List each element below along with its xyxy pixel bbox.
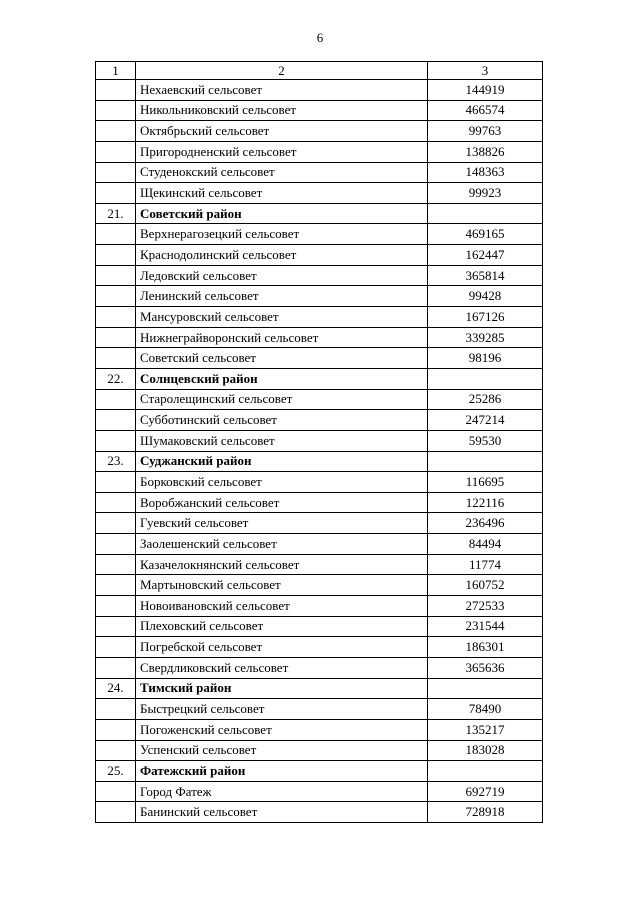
allocation-value: 231544 bbox=[428, 616, 543, 637]
allocation-value bbox=[428, 761, 543, 782]
allocation-value: 365814 bbox=[428, 265, 543, 286]
settlement-name: Щекинский сельсовет bbox=[136, 183, 428, 204]
settlement-name: Нижнеграйворонский сельсовет bbox=[136, 327, 428, 348]
allocation-value: 160752 bbox=[428, 575, 543, 596]
table-row bbox=[96, 719, 543, 740]
row-number bbox=[96, 492, 136, 513]
settlement-name: Ленинский сельсовет bbox=[136, 286, 428, 307]
allocation-value: 466574 bbox=[428, 100, 543, 121]
row-number bbox=[96, 389, 136, 410]
row-number bbox=[96, 245, 136, 266]
allocation-value: 186301 bbox=[428, 637, 543, 658]
settlement-name: Погоженский сельсовет bbox=[136, 719, 428, 740]
table-row bbox=[96, 657, 543, 678]
table-row bbox=[96, 348, 543, 369]
allocation-value: 162447 bbox=[428, 245, 543, 266]
table-row bbox=[96, 286, 543, 307]
row-number bbox=[96, 781, 136, 802]
allocation-table bbox=[95, 61, 543, 823]
table-row bbox=[96, 162, 543, 183]
settlement-name: Нехаевский сельсовет bbox=[136, 80, 428, 101]
settlement-name: Новоивановский сельсовет bbox=[136, 596, 428, 617]
district-row bbox=[96, 761, 543, 782]
district-row bbox=[96, 368, 543, 389]
allocation-value: 167126 bbox=[428, 307, 543, 328]
allocation-value: 25286 bbox=[428, 389, 543, 410]
row-number bbox=[96, 637, 136, 658]
district-row bbox=[96, 678, 543, 699]
table-row bbox=[96, 740, 543, 761]
settlement-name: Студенокский сельсовет bbox=[136, 162, 428, 183]
row-number bbox=[96, 121, 136, 142]
table-row bbox=[96, 781, 543, 802]
settlement-name: Погребской сельсовет bbox=[136, 637, 428, 658]
table-row bbox=[96, 100, 543, 121]
row-number bbox=[96, 699, 136, 720]
allocation-value: 183028 bbox=[428, 740, 543, 761]
settlement-name: Город Фатеж bbox=[136, 781, 428, 802]
settlement-name: Банинский сельсовет bbox=[136, 802, 428, 823]
settlement-name: Субботинский сельсовет bbox=[136, 410, 428, 431]
row-number bbox=[96, 534, 136, 555]
row-number bbox=[96, 307, 136, 328]
table-row bbox=[96, 637, 543, 658]
settlement-name: Мансуровский сельсовет bbox=[136, 307, 428, 328]
allocation-value bbox=[428, 678, 543, 699]
row-number bbox=[96, 616, 136, 637]
allocation-value: 365636 bbox=[428, 657, 543, 678]
row-number: 22. bbox=[96, 368, 136, 389]
allocation-value: 247214 bbox=[428, 410, 543, 431]
table-row bbox=[96, 554, 543, 575]
settlement-name: Пригородненский сельсовет bbox=[136, 141, 428, 162]
row-number: 24. bbox=[96, 678, 136, 699]
row-number bbox=[96, 327, 136, 348]
settlement-name: Ледовский сельсовет bbox=[136, 265, 428, 286]
allocation-value: 116695 bbox=[428, 472, 543, 493]
row-number bbox=[96, 265, 136, 286]
allocation-value: 78490 bbox=[428, 699, 543, 720]
table-row bbox=[96, 430, 543, 451]
table-row bbox=[96, 492, 543, 513]
row-number bbox=[96, 719, 136, 740]
row-number bbox=[96, 575, 136, 596]
row-number bbox=[96, 513, 136, 534]
settlement-name: Борковский сельсовет bbox=[136, 472, 428, 493]
settlement-name: Воробжанский сельсовет bbox=[136, 492, 428, 513]
table-row bbox=[96, 327, 543, 348]
table-row bbox=[96, 183, 543, 204]
district-row bbox=[96, 203, 543, 224]
allocation-value: 59530 bbox=[428, 430, 543, 451]
district-name: Фатежский район bbox=[136, 761, 428, 782]
table-row bbox=[96, 596, 543, 617]
table-header-row bbox=[96, 62, 543, 80]
settlement-name: Никольниковский сельсовет bbox=[136, 100, 428, 121]
settlement-name: Плеховский сельсовет bbox=[136, 616, 428, 637]
row-number bbox=[96, 657, 136, 678]
settlement-name: Свердликовский сельсовет bbox=[136, 657, 428, 678]
allocation-value: 148363 bbox=[428, 162, 543, 183]
settlement-name: Мартыновский сельсовет bbox=[136, 575, 428, 596]
allocation-value bbox=[428, 203, 543, 224]
row-number bbox=[96, 286, 136, 307]
district-name: Советский район bbox=[136, 203, 428, 224]
allocation-value: 99428 bbox=[428, 286, 543, 307]
settlement-name: Быстрецкий сельсовет bbox=[136, 699, 428, 720]
table-row bbox=[96, 699, 543, 720]
row-number: 21. bbox=[96, 203, 136, 224]
row-number bbox=[96, 224, 136, 245]
allocation-value bbox=[428, 368, 543, 389]
row-number bbox=[96, 554, 136, 575]
row-number: 23. bbox=[96, 451, 136, 472]
allocation-value: 272533 bbox=[428, 596, 543, 617]
settlement-name: Октябрьский сельсовет bbox=[136, 121, 428, 142]
row-number bbox=[96, 802, 136, 823]
table-row bbox=[96, 802, 543, 823]
table-row bbox=[96, 245, 543, 266]
settlement-name: Казачелокнянский сельсовет bbox=[136, 554, 428, 575]
district-name: Тимский район bbox=[136, 678, 428, 699]
allocation-value: 692719 bbox=[428, 781, 543, 802]
district-name: Солнцевский район bbox=[136, 368, 428, 389]
header-col-name: 2 bbox=[136, 62, 428, 80]
allocation-value: 99923 bbox=[428, 183, 543, 204]
table-row bbox=[96, 410, 543, 431]
table-row bbox=[96, 575, 543, 596]
row-number bbox=[96, 596, 136, 617]
row-number bbox=[96, 410, 136, 431]
settlement-name: Шумаковский сельсовет bbox=[136, 430, 428, 451]
allocation-value: 99763 bbox=[428, 121, 543, 142]
row-number: 25. bbox=[96, 761, 136, 782]
table-row bbox=[96, 80, 543, 101]
row-number bbox=[96, 472, 136, 493]
allocation-value: 135217 bbox=[428, 719, 543, 740]
table-row bbox=[96, 616, 543, 637]
allocation-value: 84494 bbox=[428, 534, 543, 555]
table-row bbox=[96, 307, 543, 328]
table-row bbox=[96, 534, 543, 555]
allocation-value: 138826 bbox=[428, 141, 543, 162]
table-row bbox=[96, 141, 543, 162]
allocation-value: 122116 bbox=[428, 492, 543, 513]
row-number bbox=[96, 100, 136, 121]
settlement-name: Советский сельсовет bbox=[136, 348, 428, 369]
settlement-name: Заолешенский сельсовет bbox=[136, 534, 428, 555]
allocation-value: 339285 bbox=[428, 327, 543, 348]
allocation-value: 236496 bbox=[428, 513, 543, 534]
district-row bbox=[96, 451, 543, 472]
row-number bbox=[96, 141, 136, 162]
page-number: 6 bbox=[316, 30, 324, 45]
row-number bbox=[96, 183, 136, 204]
table-row bbox=[96, 265, 543, 286]
table-row bbox=[96, 472, 543, 493]
row-number bbox=[96, 80, 136, 101]
allocation-value: 11774 bbox=[428, 554, 543, 575]
table-row bbox=[96, 389, 543, 410]
allocation-value bbox=[428, 451, 543, 472]
table-row bbox=[96, 224, 543, 245]
settlement-name: Верхнерагозецкий сельсовет bbox=[136, 224, 428, 245]
table-row bbox=[96, 121, 543, 142]
header-col-value: 3 bbox=[428, 62, 543, 80]
settlement-name: Успенский сельсовет bbox=[136, 740, 428, 761]
row-number bbox=[96, 162, 136, 183]
table-row bbox=[96, 513, 543, 534]
row-number bbox=[96, 430, 136, 451]
allocation-value: 469165 bbox=[428, 224, 543, 245]
district-name: Суджанский район bbox=[136, 451, 428, 472]
header-col-number: 1 bbox=[96, 62, 136, 80]
settlement-name: Старолещинский сельсовет bbox=[136, 389, 428, 410]
row-number bbox=[96, 740, 136, 761]
allocation-value: 98196 bbox=[428, 348, 543, 369]
allocation-value: 144919 bbox=[428, 80, 543, 101]
settlement-name: Гуевский сельсовет bbox=[136, 513, 428, 534]
row-number bbox=[96, 348, 136, 369]
allocation-value: 728918 bbox=[428, 802, 543, 823]
settlement-name: Краснодолинский сельсовет bbox=[136, 245, 428, 266]
